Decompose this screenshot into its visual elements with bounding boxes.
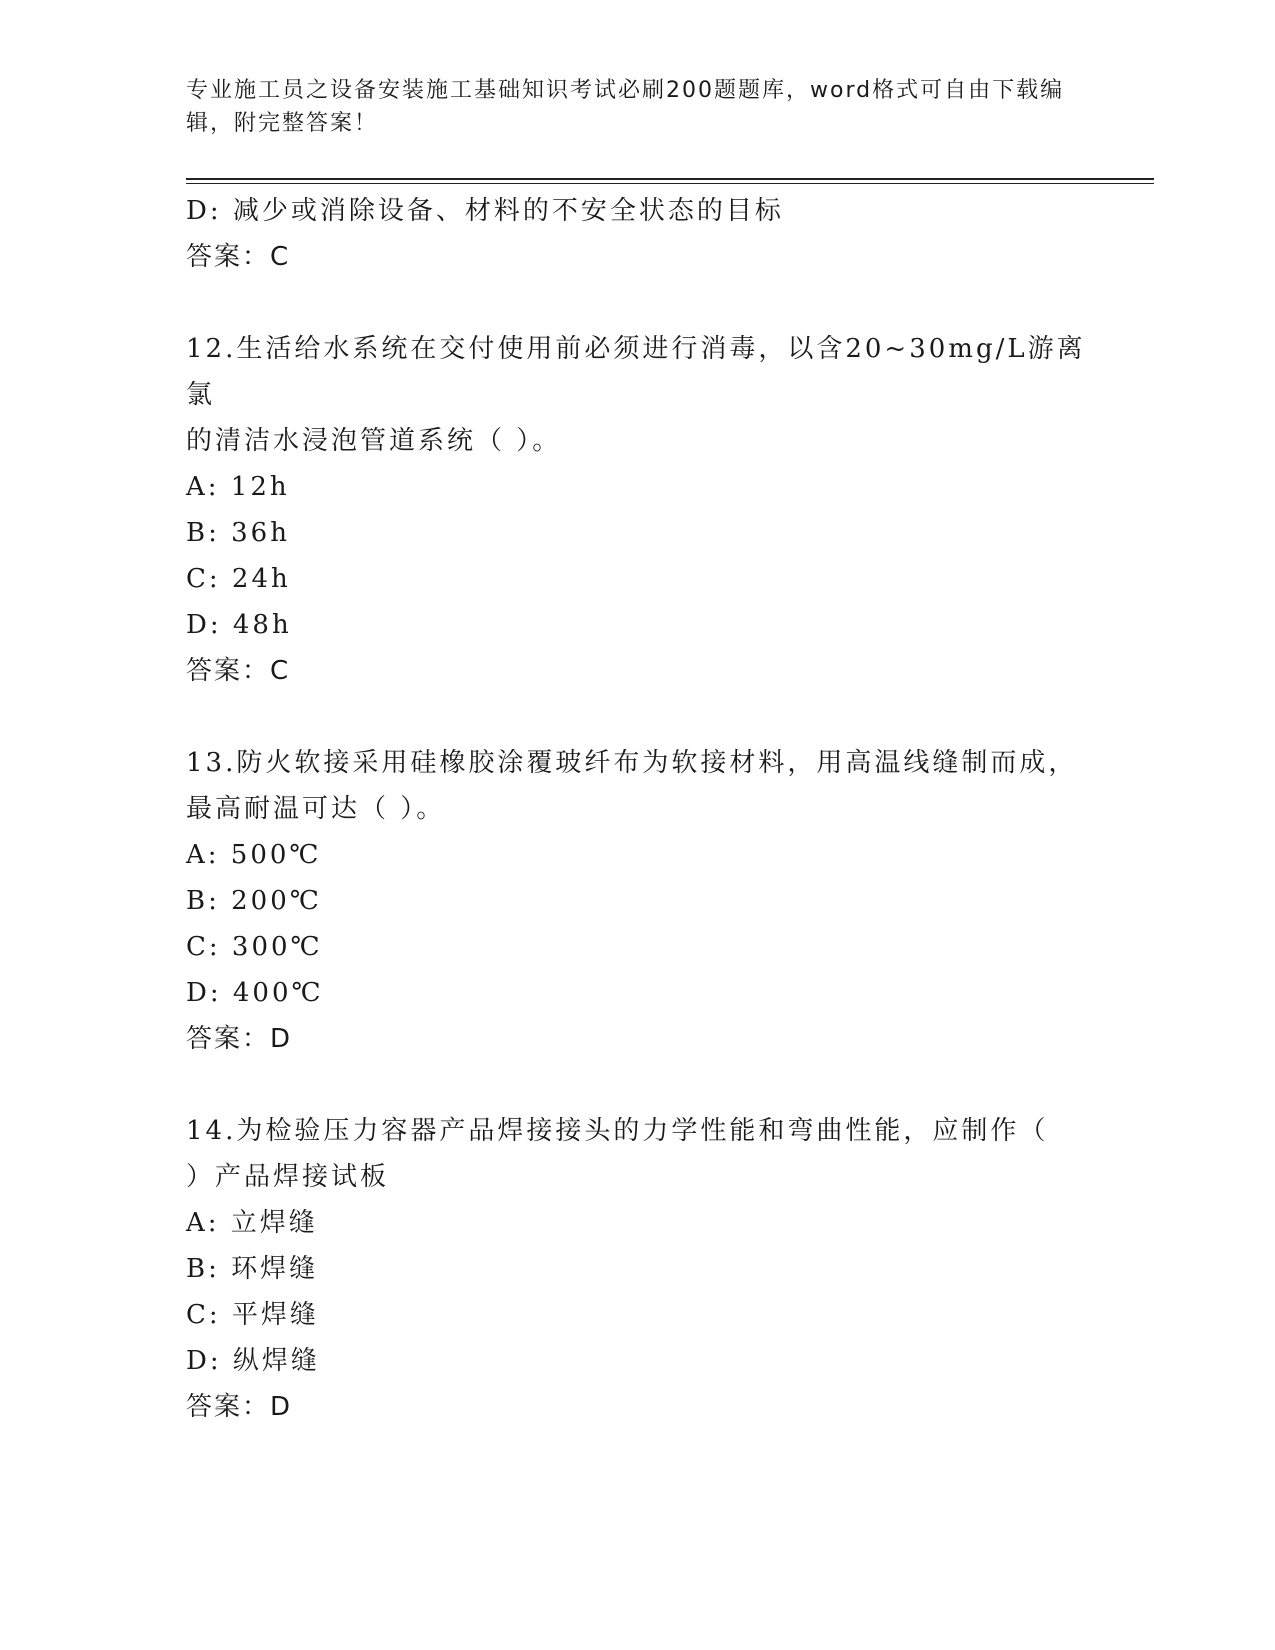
option-b: B: 36h	[186, 518, 290, 548]
option-d: D: 48h	[186, 610, 292, 640]
question-12	[186, 326, 1086, 694]
header-rule-thick	[186, 178, 1154, 180]
question-text: 13.防火软接采用硅橡胶涂覆玻纤布为软接材料，用高温线缝制而成， 最高耐温可达（ ）。	[186, 748, 1078, 824]
answer: 答案：C	[186, 656, 291, 686]
question-text: 14.为检验压力容器产品焊接接头的力学性能和弯曲性能，应制作（ ）产品焊接试板	[186, 1116, 1049, 1192]
question-13	[186, 740, 1086, 1062]
question-content	[186, 188, 1086, 1476]
option-a: A: 立焊缝	[186, 1208, 318, 1238]
header-rule-thin	[186, 183, 1154, 184]
option-c: C: 平焊缝	[186, 1300, 319, 1330]
option-c: C: 300℃	[186, 932, 323, 962]
prev-question-answer: 答案：C	[186, 242, 291, 272]
prev-question-option-d: D: 减少或消除设备、材料的不安全状态的目标	[186, 196, 784, 226]
question-text: 12.生活给水系统在交付使用前必须进行消毒，以含20~30mg/L游离氯 的清洁水浸泡管道系统（ ）。	[186, 334, 1086, 456]
document-header: 专业施工员之设备安装施工基础知识考试必刷200题题库，word格式可自由下载编辑，附完整答案！	[186, 78, 1065, 136]
option-d: D: 400℃	[186, 978, 324, 1008]
option-a: A: 500℃	[186, 840, 322, 870]
option-c: C: 24h	[186, 564, 291, 594]
question-14	[186, 1108, 1086, 1430]
answer: 答案：D	[186, 1024, 293, 1054]
option-d: D: 纵焊缝	[186, 1346, 320, 1376]
answer: 答案：D	[186, 1392, 293, 1422]
option-b: B: 200℃	[186, 886, 322, 916]
option-a: A: 12h	[186, 472, 290, 502]
option-b: B: 环焊缝	[186, 1254, 319, 1284]
